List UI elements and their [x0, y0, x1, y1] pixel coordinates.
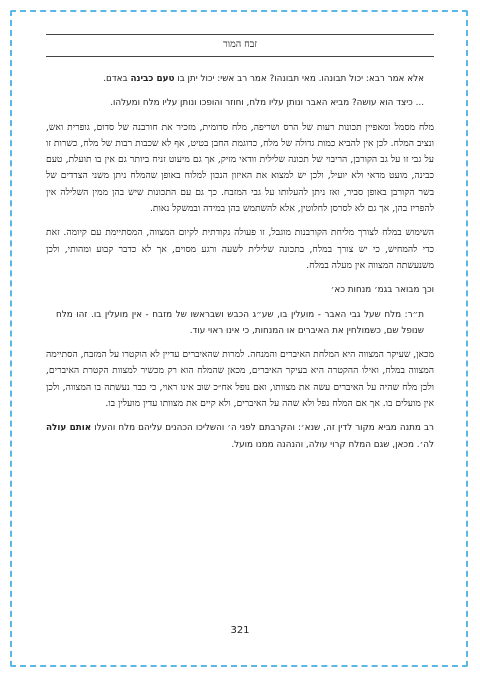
body-paragraph-4 [46, 420, 434, 453]
quote-paragraph-2: ... כיצד הוא עושה? מביא האבר ונותן עליו מלח, וחוזר והופכו ונותן עליו מלח ומעלהו. [110, 98, 424, 109]
quote-1-after: באדם. [103, 74, 131, 84]
quote-1-text: אלא אמר רבא: יכול תבונהו. מאי תבונהו? אמר רב אשי: יכול יתן בו [174, 74, 424, 84]
body-paragraph-2: השימוש במלח לצורך מליחת הקורבנות מוגבל, זו פעולה נקודתית לקיום המצווה, המסתיימת עם קיומה. זאת כדי להמחיש, כי יש צורך במלח, בתכונה שלילית לשעה ורגע מסוים, אך לא כדבר קבוע ומהותי, ולכן משנעשתה המצווה אין מעלה במלח. [46, 227, 434, 271]
body-paragraph-1: מלח מסמל ומאפיין תכונות רעות של הרס ושריפה, מלח סדומית, מזכיר את חורבנה של סדום, גופרית ואש, ונציב המלח. לכן אין להביא כמות גדולה של מלח, כדוגמת החבן בטיט, אף לא שכבות רבות של מלח, כשרות זו על גבי זו על גב הקורבן, הריבוי של תכונה שלילית וודאי מזיק, אך גם מיעוט זניח ביותר גם אין בו תועלת, טעם כבינה, מועט מדאי ולא יועיל, ולכן יש למצוא את האיזון הנכון למלוח באופן שהמלח ניתן משני הצדדים של בשר הקורבן באופן סביר, ואז ניתן להעלותו על גבי המזבח. כך גם עם התכונות שיש בהן ממין השלילה אין להפריז בהן, אך גם לא לסרסן לחלוטין, אלא להשתמש בהן במידה ובמשקל נאות. [46, 121, 434, 215]
quote-1-bold: טעם כבינה [130, 74, 175, 84]
body-paragraph-3: מכאן, שעיקר המצווה היא המלחת האיברים והמנחה. למרות שהאיברים עדיין לא הוקטרו על המזבח, הסתיימה המצווה במלח, ואילו ההקטרה היא בעיקר האיברים, מכאן שהמלח הוא רק מכשיר למצוות הקטרת האיברים, ולכן מלח שהיה על האיברים עשה את מצוותו, ואם נופל אח״כ שוב אינו ראוי, כי כבר נעשתה בו המצווה, ולכן אין מועלים בו. אך אם המלח נפל ולא שהה על האיברים, ולא קיים את מצוותו עדין מועלין בו. [46, 349, 434, 410]
p8-after: לה׳. מכאן, שגם המלח קרוי עולה, והנהנה ממנו מועל. [231, 439, 434, 450]
source-intro: וכך מבואר בגמ׳ מנחות כא׳ [330, 285, 434, 296]
page-header: זבח המור [46, 38, 434, 57]
quote-paragraph-1 [46, 71, 434, 87]
p8-bold: אותם עולה [46, 423, 92, 434]
page-number: 321 [230, 625, 250, 636]
quote-paragraph-3: ת״ר: מלח שעל גבי האבר - מועלין בו, שע״ג הכבש ושבראשו של מזבח - אין מועלין בו. זהו מלח שנופל שם, כשמולחין את האיברים או המנחות, כי אינו ראוי עוד. [56, 309, 424, 336]
page-content [46, 34, 434, 461]
header-rule-top [46, 34, 434, 35]
p8-text: רב מתנה מביא מקור לדין זה, שנא׳: והקרבתם לפני ה׳ והשליכו הכהנים עליהם מלח והעלו [91, 423, 434, 434]
